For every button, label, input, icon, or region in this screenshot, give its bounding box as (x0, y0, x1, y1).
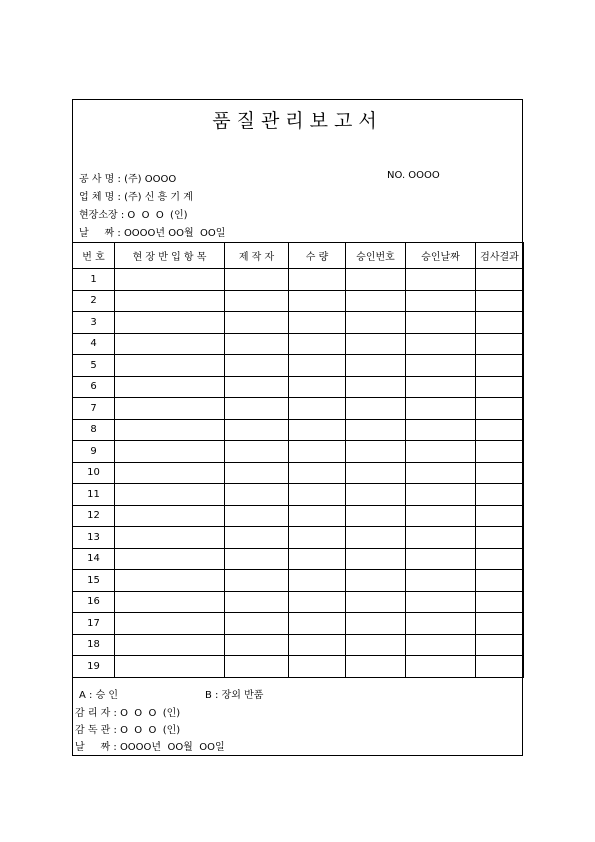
table-cell[interactable] (406, 419, 476, 441)
table-header-row (73, 243, 524, 269)
row-number: 11 (73, 484, 115, 506)
table-row (73, 484, 524, 506)
table-cell[interactable] (115, 634, 225, 656)
table-cell[interactable] (289, 290, 346, 312)
table-cell[interactable] (289, 505, 346, 527)
row-number: 1 (73, 269, 115, 291)
table-cell[interactable] (476, 462, 524, 484)
table-cell[interactable] (115, 290, 225, 312)
table-cell[interactable] (406, 613, 476, 635)
table-cell[interactable] (406, 527, 476, 549)
table-cell[interactable] (115, 591, 225, 613)
table-cell[interactable] (476, 269, 524, 291)
table-cell[interactable] (476, 505, 524, 527)
table-cell[interactable] (476, 333, 524, 355)
column-header: 승인날짜 (406, 243, 476, 269)
table-row (73, 419, 524, 441)
company-name: 업 체 명 : (주) 신 흥 기 계 (79, 192, 193, 203)
table-cell[interactable] (346, 290, 406, 312)
table-cell[interactable] (289, 419, 346, 441)
document-number: NO. OOOO (387, 170, 440, 181)
footer-date: 날 짜 : OOOO년 OO월 OO일 (75, 742, 225, 753)
legend-return: B : 장외 반품 (205, 690, 264, 701)
table-cell[interactable] (476, 527, 524, 549)
row-number: 19 (73, 656, 115, 678)
table-cell[interactable] (115, 548, 225, 570)
table-cell[interactable] (476, 398, 524, 420)
table-cell[interactable] (346, 376, 406, 398)
table-cell[interactable] (115, 376, 225, 398)
table-cell[interactable] (115, 312, 225, 334)
table-cell[interactable] (406, 269, 476, 291)
table-row (73, 290, 524, 312)
table-cell[interactable] (346, 355, 406, 377)
row-number: 9 (73, 441, 115, 463)
table-cell[interactable] (289, 312, 346, 334)
table-cell[interactable] (289, 656, 346, 678)
table-cell[interactable] (346, 484, 406, 506)
table-cell[interactable] (115, 505, 225, 527)
table-cell[interactable] (289, 527, 346, 549)
table-cell[interactable] (225, 355, 289, 377)
table-cell[interactable] (115, 656, 225, 678)
row-number: 16 (73, 591, 115, 613)
row-number: 15 (73, 570, 115, 592)
table-row (73, 548, 524, 570)
table-cell[interactable] (225, 419, 289, 441)
table-cell[interactable] (406, 355, 476, 377)
column-header: 번 호 (73, 243, 115, 269)
table-cell[interactable] (225, 441, 289, 463)
table-cell[interactable] (476, 419, 524, 441)
column-header: 승인번호 (346, 243, 406, 269)
table-cell[interactable] (476, 441, 524, 463)
table-cell[interactable] (115, 333, 225, 355)
table-cell[interactable] (289, 355, 346, 377)
table-cell[interactable] (406, 398, 476, 420)
table-row (73, 355, 524, 377)
table-row (73, 269, 524, 291)
table-cell[interactable] (346, 570, 406, 592)
supervisor-line: 감 리 자 : O O O (인) (75, 708, 181, 719)
row-number: 6 (73, 376, 115, 398)
row-number: 4 (73, 333, 115, 355)
row-number: 8 (73, 419, 115, 441)
table-cell[interactable] (115, 462, 225, 484)
column-header: 현 장 반 입 항 목 (115, 243, 225, 269)
table-cell[interactable] (346, 333, 406, 355)
table-cell[interactable] (346, 613, 406, 635)
table-cell[interactable] (289, 376, 346, 398)
table-cell[interactable] (346, 656, 406, 678)
table-cell[interactable] (406, 591, 476, 613)
table-cell[interactable] (115, 355, 225, 377)
table-cell[interactable] (406, 312, 476, 334)
table-row (73, 333, 524, 355)
table-cell[interactable] (346, 312, 406, 334)
table-cell[interactable] (115, 441, 225, 463)
table-cell[interactable] (289, 484, 346, 506)
table-cell[interactable] (346, 527, 406, 549)
table-cell[interactable] (406, 570, 476, 592)
table-cell[interactable] (225, 505, 289, 527)
table-row (73, 591, 524, 613)
table-cell[interactable] (115, 570, 225, 592)
inspector-line: 감 독 관 : O O O (인) (75, 725, 181, 736)
table-cell[interactable] (476, 355, 524, 377)
table-cell[interactable] (476, 290, 524, 312)
row-number: 14 (73, 548, 115, 570)
table-cell[interactable] (346, 591, 406, 613)
table-cell[interactable] (346, 462, 406, 484)
row-number: 3 (73, 312, 115, 334)
row-number: 7 (73, 398, 115, 420)
column-header: 검사결과 (476, 243, 524, 269)
row-number: 5 (73, 355, 115, 377)
table-row (73, 634, 524, 656)
table-cell[interactable] (346, 548, 406, 570)
table-cell[interactable] (115, 527, 225, 549)
table-cell[interactable] (225, 548, 289, 570)
table-cell[interactable] (225, 527, 289, 549)
table-cell[interactable] (289, 398, 346, 420)
table-cell[interactable] (406, 333, 476, 355)
table-cell[interactable] (225, 269, 289, 291)
table-cell[interactable] (346, 398, 406, 420)
table-cell[interactable] (476, 613, 524, 635)
table-cell[interactable] (346, 441, 406, 463)
table-cell[interactable] (225, 634, 289, 656)
row-number: 10 (73, 462, 115, 484)
table-cell[interactable] (476, 656, 524, 678)
table-row (73, 613, 524, 635)
table-cell[interactable] (115, 484, 225, 506)
report-form (72, 99, 523, 756)
table-cell[interactable] (225, 312, 289, 334)
table-cell[interactable] (289, 441, 346, 463)
inspection-table (72, 242, 524, 678)
table-cell[interactable] (289, 269, 346, 291)
table-cell[interactable] (289, 591, 346, 613)
table-row (73, 376, 524, 398)
table-row (73, 570, 524, 592)
table-cell[interactable] (346, 505, 406, 527)
row-number: 2 (73, 290, 115, 312)
table-cell[interactable] (225, 484, 289, 506)
table-cell[interactable] (406, 462, 476, 484)
table-row (73, 527, 524, 549)
table-row (73, 398, 524, 420)
table-cell[interactable] (289, 548, 346, 570)
table-cell[interactable] (346, 419, 406, 441)
table-cell[interactable] (115, 398, 225, 420)
table-cell[interactable] (225, 613, 289, 635)
table-cell[interactable] (225, 462, 289, 484)
table-cell[interactable] (406, 441, 476, 463)
table-cell[interactable] (476, 484, 524, 506)
table-cell[interactable] (406, 548, 476, 570)
table-cell[interactable] (289, 613, 346, 635)
table-cell[interactable] (476, 548, 524, 570)
project-name: 공 사 명 : (주) OOOO (79, 174, 177, 185)
table-row (73, 505, 524, 527)
row-number: 17 (73, 613, 115, 635)
table-cell[interactable] (225, 591, 289, 613)
table-cell[interactable] (476, 312, 524, 334)
row-number: 13 (73, 527, 115, 549)
table-row (73, 441, 524, 463)
table-cell[interactable] (406, 484, 476, 506)
table-cell[interactable] (346, 634, 406, 656)
column-header: 수 량 (289, 243, 346, 269)
table-cell[interactable] (406, 290, 476, 312)
table-cell[interactable] (406, 656, 476, 678)
table-row (73, 462, 524, 484)
table-cell[interactable] (289, 333, 346, 355)
report-date: 날 짜 : OOOO년 OO월 OO일 (79, 228, 226, 239)
table-cell[interactable] (225, 656, 289, 678)
table-cell[interactable] (406, 376, 476, 398)
table-cell[interactable] (225, 376, 289, 398)
table-cell[interactable] (406, 634, 476, 656)
table-cell[interactable] (406, 505, 476, 527)
row-number: 12 (73, 505, 115, 527)
table-cell[interactable] (115, 269, 225, 291)
table-cell[interactable] (476, 376, 524, 398)
column-header: 제 작 자 (225, 243, 289, 269)
legend-approve: A : 승 인 (79, 690, 119, 701)
table-cell[interactable] (115, 419, 225, 441)
table-cell[interactable] (476, 570, 524, 592)
table-cell[interactable] (225, 398, 289, 420)
row-number: 18 (73, 634, 115, 656)
table-cell[interactable] (289, 462, 346, 484)
table-cell[interactable] (289, 634, 346, 656)
table-cell[interactable] (225, 290, 289, 312)
table-cell[interactable] (289, 570, 346, 592)
table-cell[interactable] (225, 333, 289, 355)
table-row (73, 312, 524, 334)
table-cell[interactable] (476, 634, 524, 656)
table-cell[interactable] (115, 613, 225, 635)
table-cell[interactable] (225, 570, 289, 592)
table-cell[interactable] (346, 269, 406, 291)
table-cell[interactable] (476, 591, 524, 613)
table-row (73, 656, 524, 678)
page-title: 품질관리보고서 (212, 110, 383, 132)
site-manager: 현장소장 : O O O (인) (79, 210, 188, 221)
